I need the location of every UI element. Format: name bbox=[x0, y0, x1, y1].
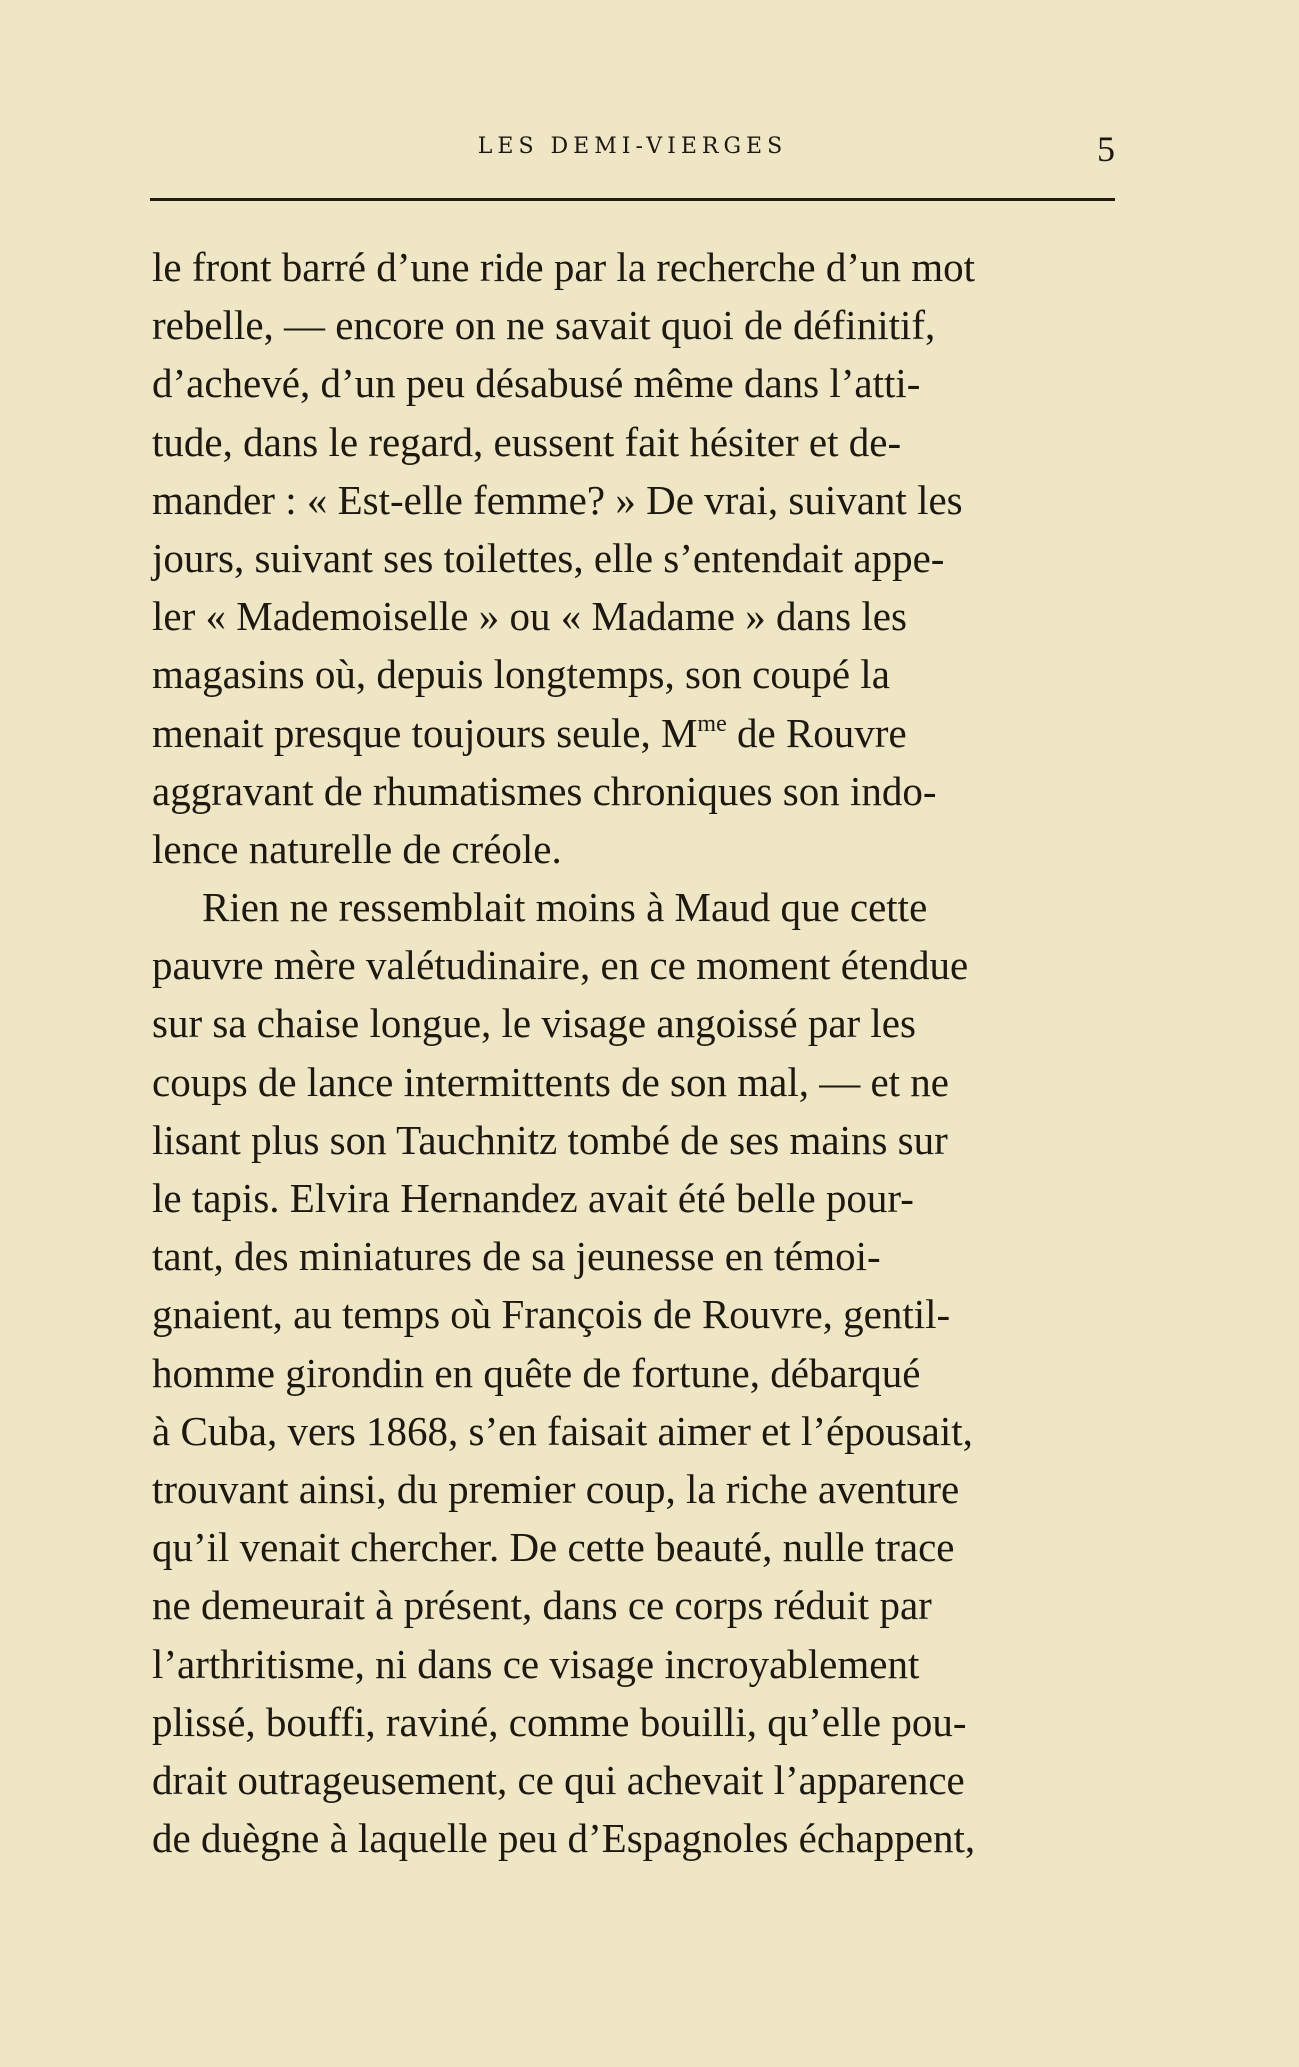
superscript: me bbox=[697, 710, 727, 737]
text-line: trouvant ainsi, du premier coup, la riche aventure bbox=[152, 1465, 960, 1512]
text-line: tude, dans le regard, eussent fait hésiter et de- bbox=[152, 418, 902, 465]
text-line: plissé, bouffi, raviné, comme bouilli, qu’elle pou- bbox=[152, 1698, 967, 1745]
text-line: aggravant de rhumatismes chroniques son indo- bbox=[152, 767, 937, 814]
paragraph-start-line: Rien ne ressemblait moins à Maud que cette bbox=[202, 884, 928, 931]
text-line: l’arthritisme, ni dans ce visage incroyablement bbox=[152, 1640, 920, 1687]
text-line: le front barré d’une ride par la recherche d’un mot bbox=[152, 244, 976, 290]
text-line: ne demeurait à présent, dans ce corps réduit par bbox=[152, 1582, 932, 1629]
header-rule bbox=[150, 198, 1115, 201]
text-line: le tapis. Elvira Hernandez avait été belle pour- bbox=[152, 1175, 914, 1221]
text-line: mander : « Est-elle femme? » De vrai, suivant les bbox=[152, 476, 963, 523]
text-line: à Cuba, vers 1868, s’en faisait aimer et l’épousait, bbox=[152, 1407, 973, 1454]
text-line: tant, des miniatures de sa jeunesse en témoi- bbox=[152, 1233, 881, 1280]
text-line: lisant plus son Tauchnitz tombé de ses mains sur bbox=[152, 1116, 948, 1163]
text-line: pauvre mère valétudinaire, en ce moment étendue bbox=[152, 942, 969, 989]
running-title: LES DEMI-VIERGES bbox=[477, 134, 788, 159]
page-number: 5 bbox=[1097, 129, 1115, 169]
text-line: d’achevé, d’un peu désabusé même dans l’atti- bbox=[152, 360, 921, 407]
text-line: ler « Mademoiselle » ou « Madame » dans les bbox=[152, 593, 907, 640]
text-line-end: de Rouvre bbox=[726, 709, 907, 756]
text-line-start: menait presque toujours seule, M bbox=[152, 709, 698, 756]
text-line: lence naturelle de créole. bbox=[152, 825, 562, 872]
text-line: sur sa chaise longue, le visage angoissé par les bbox=[152, 1000, 916, 1047]
text-line: qu’il venait chercher. De cette beauté, nulle trace bbox=[152, 1524, 955, 1571]
text-line: magasins où, depuis longtemps, son coupé la bbox=[152, 651, 890, 698]
text-line: homme girondin en quête de fortune, débarqué bbox=[152, 1349, 921, 1396]
text-line: de duègne à laquelle peu d’Espagnoles échappent, bbox=[152, 1815, 976, 1862]
text-line bbox=[152, 704, 1152, 762]
text-line: coups de lance intermittents de son mal, — et ne bbox=[152, 1058, 949, 1105]
text-line: drait outrageusement, ce qui achevait l’apparence bbox=[152, 1756, 965, 1803]
running-head bbox=[150, 128, 1115, 172]
text-line: gnaient, au temps où François de Rouvre, gentil- bbox=[152, 1291, 951, 1338]
body-text bbox=[152, 238, 1152, 1867]
text-line: rebelle, — encore on ne savait quoi de définitif, bbox=[152, 302, 936, 349]
text-line: jours, suivant ses toilettes, elle s’entendait appe- bbox=[152, 534, 945, 581]
